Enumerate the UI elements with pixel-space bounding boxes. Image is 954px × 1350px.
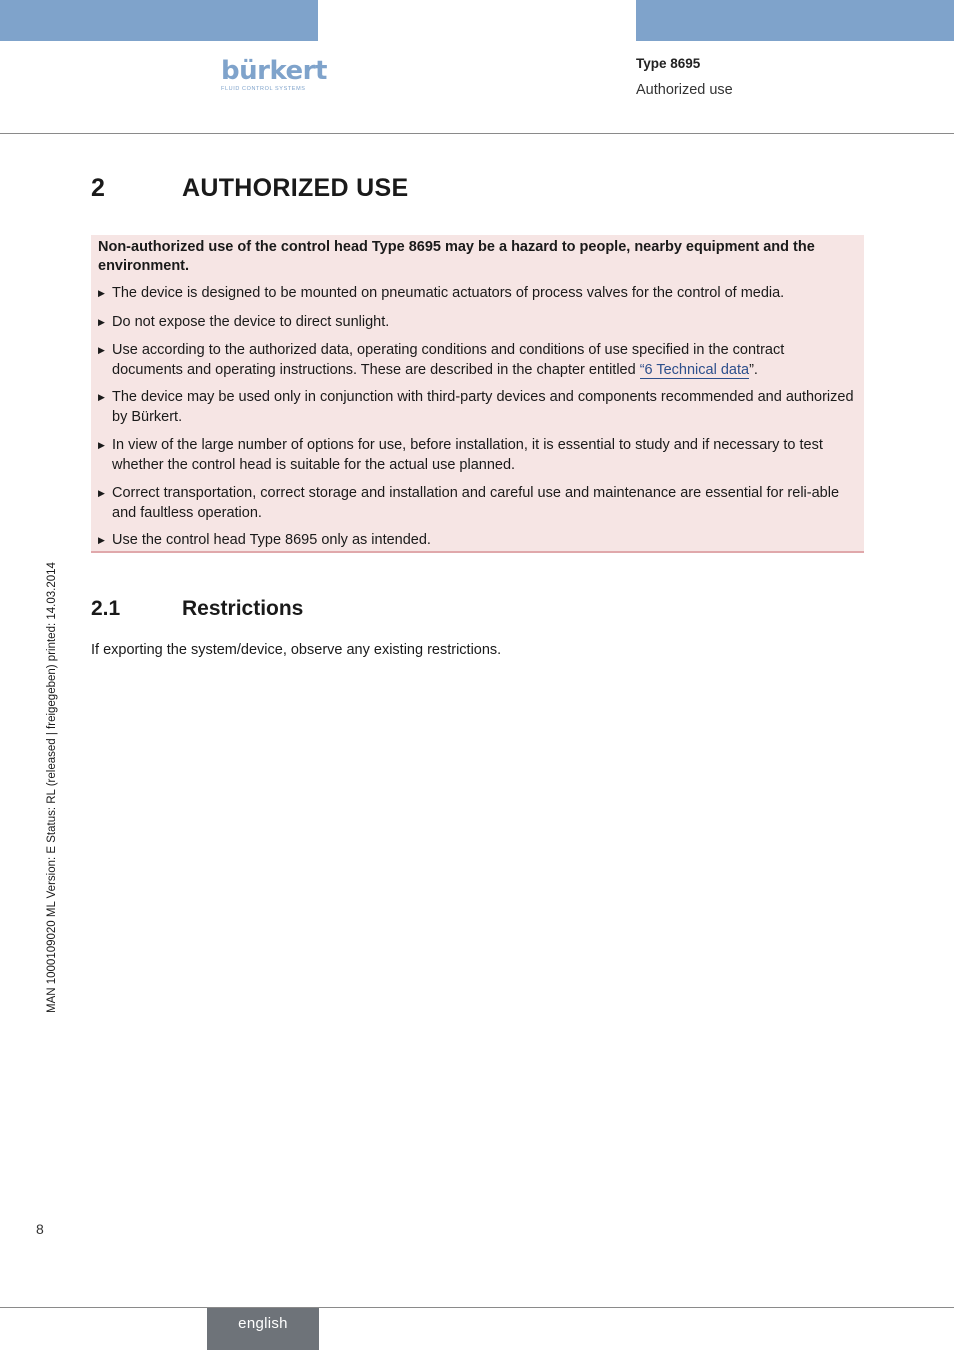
header-type-label: Type 8695 — [636, 56, 701, 71]
logo-tagline: FLUID CONTROL SYSTEMS — [221, 86, 306, 92]
section-title: Restrictions — [182, 597, 304, 620]
document-status-note: MAN 1000109020 ML Version: E Status: RL (released | freigegeben) printed: 14.03.2014 — [46, 562, 58, 1013]
section-number: 2.1 — [91, 597, 121, 620]
header-section-label: Authorized use — [636, 82, 733, 98]
bullet-arrow-icon: ▶ — [98, 488, 105, 498]
section-heading — [91, 597, 303, 621]
bullet-arrow-icon: ▶ — [98, 345, 105, 355]
warning-bullet: ▶ In view of the large number of options for use, before installation, it is essential to study and if necessary to test whether the control head is suitable for the actual use planned. — [98, 437, 823, 473]
warning-box — [91, 235, 864, 553]
bullet-arrow-icon: ▶ — [98, 317, 105, 327]
section-body-text: If exporting the system/device, observe any existing restrictions. — [91, 642, 502, 658]
bullet-arrow-icon: ▶ — [98, 440, 105, 450]
chapter-title: AUTHORIZED USE — [182, 174, 409, 202]
warning-bullet: ▶ The device may be used only in conjunction with third-party devices and components recommended and authorized by Bürkert. — [98, 389, 854, 425]
warning-bullet: ▶ Correct transportation, correct storage and installation and careful use and maintenance are essential for reli-able and faultless operation. — [98, 485, 840, 521]
chapter-number: 2 — [91, 174, 106, 202]
chapter-heading — [91, 174, 408, 203]
header-accent-bar-right — [636, 0, 954, 41]
bullet-arrow-icon: ▶ — [98, 392, 105, 402]
technical-data-link[interactable]: “6 Technical data — [639, 361, 750, 378]
header-accent-bar-left — [0, 0, 318, 41]
warning-bullet: ▶ Do not expose the device to direct sunlight. — [98, 313, 858, 333]
page-number: 8 — [36, 1221, 44, 1237]
burkert-logo — [221, 56, 327, 93]
warning-title: Non-authorized use of the control head Type 8695 may be a hazard to people, nearby equipment and the environment. — [98, 239, 815, 274]
footer-divider — [0, 1307, 954, 1308]
warning-bullet: ▶ The device is designed to be mounted on pneumatic actuators of process valves for the control of media. — [98, 284, 858, 304]
warning-bullet: ▶ Use the control head Type 8695 only as intended. — [98, 531, 858, 551]
bullet-arrow-icon: ▶ — [98, 535, 105, 545]
logo-wordmark: bürkert — [221, 56, 327, 86]
bullet-arrow-icon: ▶ — [98, 288, 105, 298]
header-divider — [0, 133, 954, 134]
warning-bullet: ▶ Use according to the authorized data, operating conditions and conditions of use specified in the contract documents and operating instructions. These are described in the chapter entitled “6 Technical data”. — [98, 342, 785, 378]
language-tab: english — [207, 1308, 319, 1350]
